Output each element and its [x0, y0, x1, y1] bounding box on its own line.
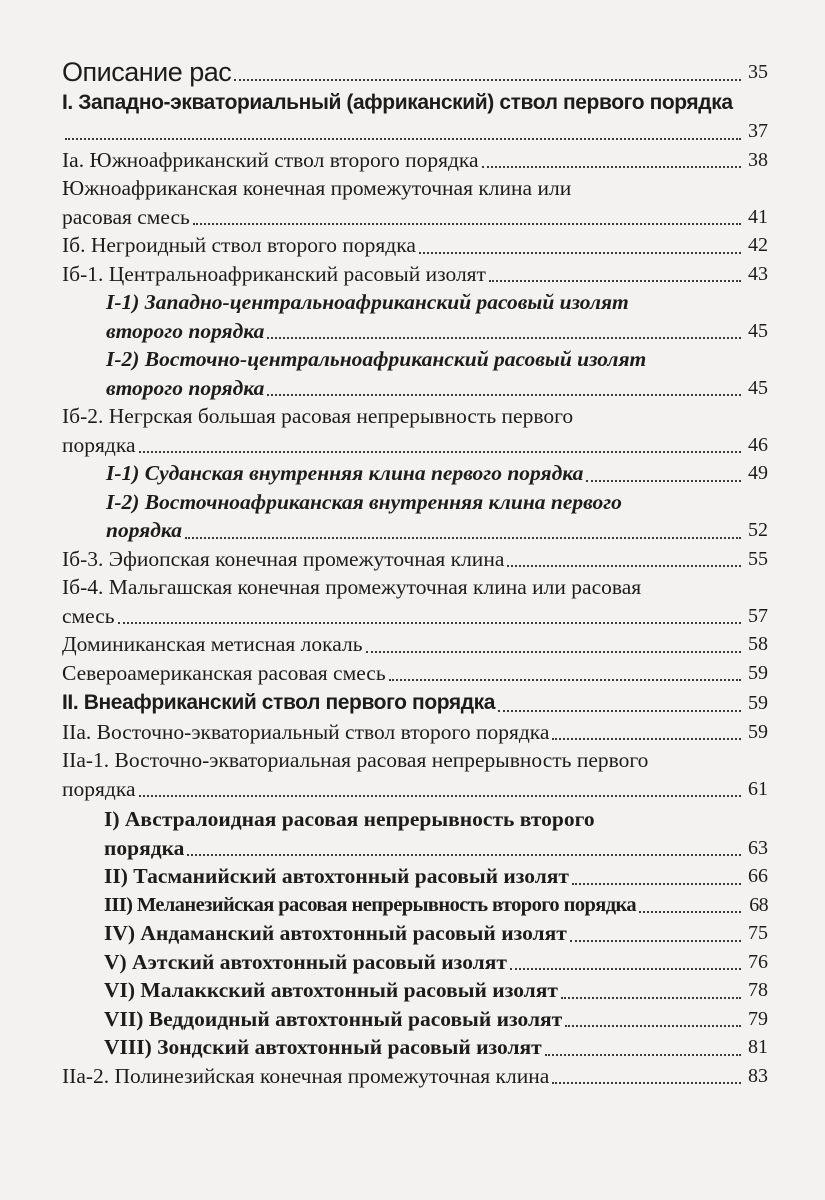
entry-text: VIII) Зондский автохтонный расовый изолят: [104, 1035, 542, 1059]
entry-text-line2: порядка: [104, 835, 185, 860]
leader-dots: [586, 480, 741, 482]
toc-entry[interactable]: [62, 919, 768, 948]
entry-text: II. Внеафриканский ствол первого порядка: [62, 691, 496, 714]
toc-entry[interactable]: [62, 345, 768, 402]
toc-entry[interactable]: [62, 862, 768, 891]
entry-text: VII) Веддоидный автохтонный расовый изолят: [104, 1006, 563, 1031]
page-number: 61: [748, 777, 768, 800]
entry-text-line2: порядка: [62, 776, 136, 801]
toc-entry[interactable]: [62, 231, 768, 260]
leader-dots: [193, 223, 741, 225]
entry-text: I. Западно-экваториальный (африканский) ствол первого порядка: [62, 90, 733, 114]
leader-dots: [498, 710, 741, 712]
entry-text-line1: I-2) Восточноафриканская внутренняя клина первого: [106, 489, 622, 514]
leader-dots: [561, 997, 741, 999]
leader-dots: [510, 968, 741, 970]
leader-dots: [565, 1025, 741, 1027]
page-number: 52: [748, 519, 768, 541]
toc-title: Описание рас: [62, 57, 232, 87]
toc-entry[interactable]: [62, 891, 768, 920]
leader-dots: [639, 911, 741, 913]
page-number: 49: [748, 462, 768, 484]
entry-text-line1: I) Австралоидная расовая непрерывность второго: [104, 807, 595, 831]
table-of-contents: [62, 58, 768, 1090]
toc-entry-section-2[interactable]: [62, 689, 768, 718]
entry-text-line2: смесь: [62, 603, 115, 628]
entry-text-line2: второго порядка: [106, 375, 265, 400]
leader-dots: [570, 940, 741, 942]
entry-text-line2: расовая смесь: [62, 204, 190, 229]
toc-entry[interactable]: [62, 976, 768, 1005]
entry-text: V) Аэтский автохтонный расовый изолят: [104, 949, 507, 974]
page-number: 45: [748, 319, 768, 342]
page-number: 81: [748, 1036, 768, 1058]
leader-dots: [419, 252, 741, 254]
toc-entry[interactable]: [62, 1062, 768, 1091]
page-number: 43: [748, 262, 768, 285]
page-number: 55: [748, 547, 768, 570]
page-number: 59: [748, 692, 768, 714]
toc-entry[interactable]: [62, 1005, 768, 1034]
page-number: 83: [748, 1064, 768, 1087]
leader-dots: [366, 651, 741, 653]
entry-text-line2: порядка: [106, 518, 183, 542]
page-number: 75: [748, 922, 768, 944]
leader-dots: [139, 795, 742, 797]
leader-dots: [572, 883, 741, 885]
entry-text: Iб-3. Эфиопская конечная промежуточная клина: [62, 546, 505, 571]
entry-text: IIа-2. Полинезийская конечная промежуточная клина: [62, 1063, 550, 1088]
entry-text-line2: второго порядка: [106, 318, 265, 343]
entry-text: Iб. Негроидный ствол второго порядка: [62, 233, 416, 257]
leader-dots: [507, 565, 741, 567]
entry-text-line2: порядка: [62, 432, 136, 457]
entry-text: VI) Малаккский автохтонный расовый изолят: [104, 978, 558, 1002]
toc-entry[interactable]: [62, 174, 768, 231]
entry-text-line1: Iб-2. Негрская большая расовая непрерывность первого: [62, 404, 574, 428]
page-number: 63: [748, 836, 768, 859]
page-number: 59: [748, 720, 768, 743]
toc-entry[interactable]: [62, 488, 768, 545]
page-number: 66: [748, 865, 768, 887]
page-number: 59: [748, 661, 768, 684]
toc-entry[interactable]: [62, 1033, 768, 1062]
page-number: 35: [748, 61, 768, 83]
leader-dots: [267, 337, 741, 339]
toc-title-row[interactable]: [62, 58, 768, 87]
page-number: 38: [748, 148, 768, 171]
toc-entry-section-1[interactable]: [62, 89, 768, 146]
toc-entry[interactable]: [62, 948, 768, 977]
leader-dots: [267, 394, 741, 396]
page-number: 41: [748, 205, 768, 228]
leader-dots: [187, 854, 741, 856]
entry-text: Iа. Южноафриканский ствол второго порядка: [62, 147, 479, 172]
entry-text-line1: I-2) Восточно-центральноафриканский расовый изолят: [106, 347, 647, 371]
page-number: 37: [748, 120, 768, 142]
leader-dots: [482, 166, 741, 168]
page-number: 78: [748, 979, 768, 1001]
entry-text-line1: Южноафриканская конечная промежуточная клина или: [62, 176, 572, 200]
entry-text-line1: Iб-4. Мальгашская конечная промежуточная клина или расовая: [62, 575, 642, 599]
page-number: 57: [748, 604, 768, 627]
entry-text: IV) Андаманский автохтонный расовый изолят: [104, 921, 567, 945]
toc-entry[interactable]: [62, 260, 768, 289]
entry-text: Iб-1. Центральноафриканский расовый изолят: [62, 261, 486, 286]
leader-dots: [489, 280, 741, 282]
toc-entry[interactable]: [62, 288, 768, 345]
toc-entry[interactable]: [62, 630, 768, 659]
toc-entry[interactable]: [62, 402, 768, 459]
entry-text: II) Тасманийский автохтонный расовый изолят: [104, 864, 569, 888]
page-number: 58: [748, 633, 768, 655]
entry-text: Североамериканская расовая смесь: [62, 660, 386, 685]
leader-dots: [545, 1054, 741, 1056]
toc-entry[interactable]: [62, 718, 768, 747]
leader-dots: [234, 79, 741, 81]
toc-entry[interactable]: [62, 805, 768, 862]
leader-dots: [65, 138, 741, 140]
entry-text: Доминиканская метисная локаль: [62, 632, 363, 656]
toc-entry[interactable]: [62, 459, 768, 488]
leader-dots: [139, 451, 742, 453]
page-number: 45: [748, 376, 768, 399]
page-number: 76: [748, 950, 768, 973]
page-number: 42: [748, 234, 768, 256]
entry-text: III) Меланезийская расовая непрерывность второго порядка: [104, 893, 637, 916]
page-number: 68: [749, 893, 768, 916]
entry-text-line1: IIа-1. Восточно-экваториальная расовая непрерывность первого: [62, 748, 649, 772]
toc-entry[interactable]: [62, 545, 768, 574]
toc-entry[interactable]: [62, 573, 768, 630]
leader-dots: [552, 738, 741, 740]
leader-dots: [552, 1082, 741, 1084]
toc-entry[interactable]: [62, 746, 768, 803]
leader-dots: [389, 679, 741, 681]
page-number: 79: [748, 1007, 768, 1030]
leader-dots: [185, 537, 741, 539]
page-number: 46: [748, 433, 768, 456]
entry-text: IIа. Восточно-экваториальный ствол второго порядка: [62, 719, 550, 744]
toc-entry[interactable]: [62, 659, 768, 688]
entry-text: I-1) Суданская внутренняя клина первого порядка: [106, 461, 584, 485]
entry-text-line1: I-1) Западно-центральноафриканский расовый изолят: [106, 290, 629, 314]
toc-entry[interactable]: [62, 146, 768, 175]
leader-dots: [118, 622, 741, 624]
